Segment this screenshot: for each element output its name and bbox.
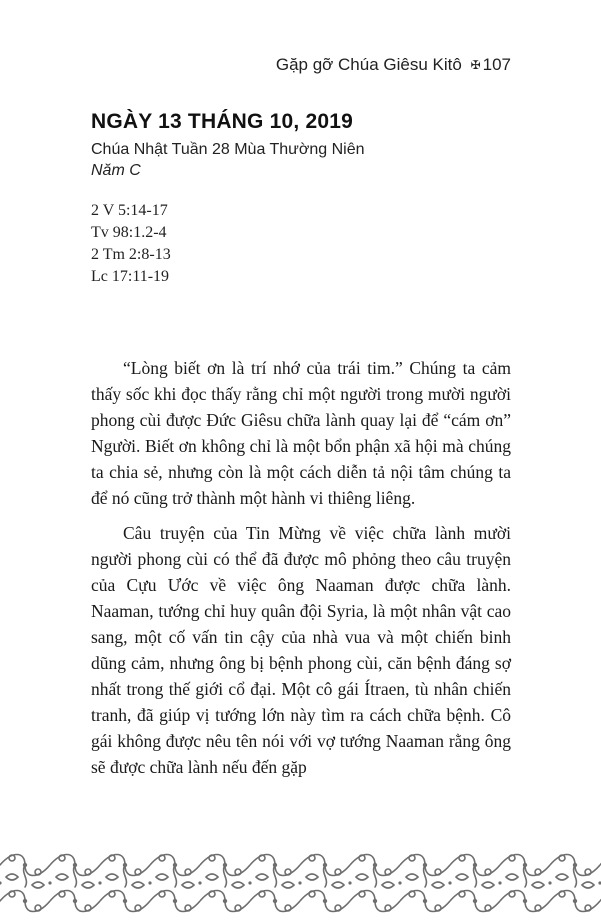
reading-reference: 2 V 5:14-17 bbox=[91, 202, 168, 219]
liturgical-occasion: Chúa Nhật Tuần 28 Mùa Thường Niên bbox=[91, 141, 365, 158]
floral-border-ornament bbox=[0, 843, 601, 923]
body-paragraph: “Lòng biết ơn là trí nhớ của trái tim.” Chúng ta cảm thấy sốc khi đọc thấy rằng chỉ một người trong mười người phong cùi được Đức Giêsu chữa lành quay lại để “cám ơn” Người. Biết ơn không chỉ là một bổn phận xã hội mà chúng ta chia sẻ, nhưng còn là một cách diễn tả nội tâm chúng ta để nó cũng trở thành một hành vi thiêng liêng. bbox=[91, 358, 511, 508]
liturgical-year: Năm C bbox=[91, 162, 141, 179]
running-header bbox=[276, 55, 511, 75]
cross-icon: ✠ bbox=[470, 58, 481, 72]
page-number: 107 bbox=[482, 55, 511, 74]
reading-reference: Lc 17:11-19 bbox=[91, 268, 170, 285]
readings-list bbox=[91, 200, 171, 288]
body-paragraph: Câu truyện của Tin Mừng về việc chữa lành mười người phong cùi có thể đã được mô phỏng theo câu truyện của Cựu Ước về việc ông Naaman được chữa lành. Naaman, tướng chỉ huy quân đội Syria, là một nhân vật cao sang, một cố vấn tin cậy của nhà vua và một chiến binh dũng cảm, nhưng ông bị bệnh phong cùi, căn bệnh đáng sợ nhất trong thế giới cổ đại. Một cô gái Ítraen, tù nhân chiến tranh, đã giúp vị tướng lớn này tìm ra cách chữa bệnh. Cô gái không được nêu tên nói với vợ tướng Naaman rằng ông sẽ được chữa lành nếu đến gặp bbox=[91, 523, 511, 777]
body-text bbox=[91, 355, 511, 789]
reading-reference: Tv 98:1.2-4 bbox=[91, 224, 167, 241]
running-title: Gặp gỡ Chúa Giêsu Kitô bbox=[275, 55, 462, 74]
date-title: NGÀY 13 THÁNG 10, 2019 bbox=[91, 110, 353, 133]
reading-reference: 2 Tm 2:8-13 bbox=[91, 246, 171, 263]
